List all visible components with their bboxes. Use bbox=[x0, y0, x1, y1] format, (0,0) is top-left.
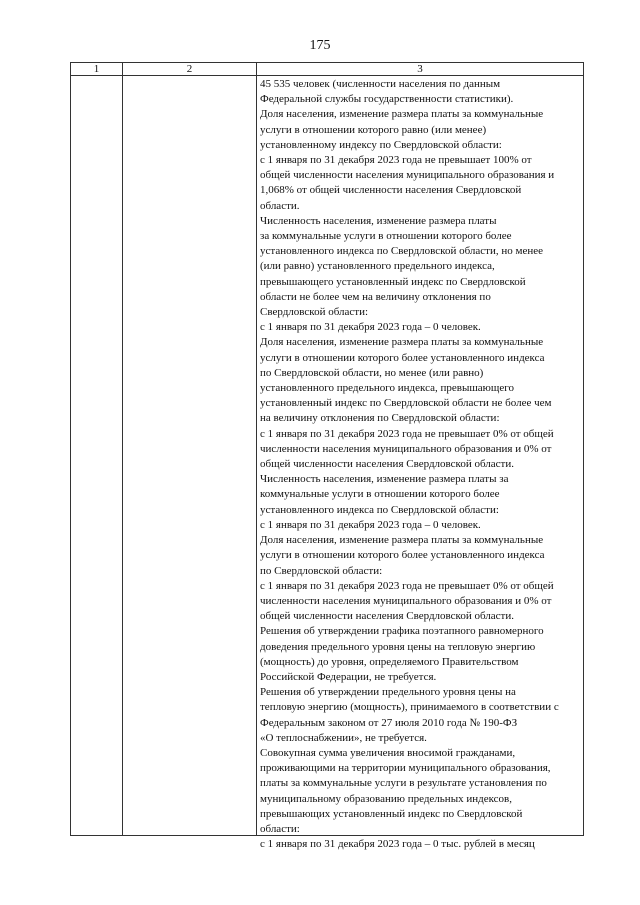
text-line: по Свердловской области: bbox=[260, 564, 383, 577]
text-line: установленный индекс по Свердловской области не более чем bbox=[260, 397, 552, 410]
text-line: (мощность) до уровня, определяемого Правительством bbox=[260, 655, 519, 668]
text-line: Федеральной службы государственности статистики). bbox=[260, 93, 514, 106]
text-line: Свердловской области: bbox=[260, 306, 369, 319]
table-cell-col1 bbox=[71, 76, 123, 836]
text-line: Численность населения, изменение размера платы за bbox=[260, 473, 509, 486]
table-header-row bbox=[71, 63, 584, 76]
text-line: превышающего установленный индекс по Свердловской bbox=[260, 275, 526, 288]
text-line: услуги в отношении которого более установленного индекса bbox=[260, 549, 545, 562]
text-line: на величину отклонения по Свердловской области: bbox=[260, 412, 500, 425]
text-line: с 1 января по 31 декабря 2023 года не превышает 100% от bbox=[260, 154, 532, 167]
text-line: 1,068% от общей численности населения Свердловской bbox=[260, 184, 522, 197]
text-line: Российской Федерации, не требуется. bbox=[260, 670, 437, 683]
text-line: Доля населения, изменение размера платы за коммунальные bbox=[260, 336, 544, 349]
text-line: с 1 января по 31 декабря 2023 года – 0 человек. bbox=[260, 518, 481, 531]
text-line: муниципальному образованию предельных индексов, bbox=[260, 792, 512, 805]
text-line: «О теплоснабжении», не требуется. bbox=[260, 731, 427, 744]
text-line: области: bbox=[260, 822, 300, 835]
text-line: общей численности населения Свердловской области. bbox=[260, 458, 514, 471]
text-line: численности населения муниципального образования и 0% от bbox=[260, 594, 552, 607]
text-line: общей численности населения муниципального образования и bbox=[260, 169, 555, 182]
text-line: численности населения муниципального образования и 0% от bbox=[260, 442, 552, 455]
text-line: Федеральным законом от 27 июля 2010 года № 190-ФЗ bbox=[260, 716, 518, 729]
text-line: области не более чем на величину отклонения по bbox=[260, 290, 491, 303]
table-cell-col2 bbox=[123, 76, 257, 836]
page-number: 175 bbox=[309, 38, 331, 53]
text-line: платы за коммунальные услуги в результате установления по bbox=[260, 777, 547, 790]
text-line: с 1 января по 31 декабря 2023 года – 0 тыс. рублей в месяц bbox=[260, 838, 535, 851]
text-line: установленного индекса по Свердловской области, но менее bbox=[260, 245, 544, 258]
text-line: проживающими на территории муниципального образования, bbox=[260, 762, 551, 775]
text-line: Решения об утверждении графика поэтапного равномерного bbox=[260, 625, 544, 638]
text-line: области. bbox=[260, 199, 300, 212]
text-line: установленного индекса по Свердловской области: bbox=[260, 503, 499, 516]
text-line: услуги в отношении которого равно (или менее) bbox=[260, 123, 487, 136]
text-line: доведения предельного уровня цены на тепловую энергию bbox=[260, 640, 536, 653]
text-line: тепловую энергию (мощность), принимаемого в соответствии с bbox=[260, 701, 559, 714]
text-line: Численность населения, изменение размера платы bbox=[260, 214, 497, 227]
text-line: за коммунальные услуги в отношении которого более bbox=[260, 230, 512, 243]
text-line: с 1 января по 31 декабря 2023 года не превышает 0% от общей bbox=[260, 579, 554, 592]
text-line: превышающих установленный индекс по Свердловской bbox=[260, 807, 523, 820]
text-line: Доля населения, изменение размера платы за коммунальные bbox=[260, 534, 544, 547]
text-line: по Свердловской области, но менее (или равно) bbox=[260, 366, 484, 379]
column-header-3: 3 bbox=[257, 63, 584, 76]
column-header-1: 1 bbox=[71, 63, 123, 76]
text-line: (или равно) установленного предельного индекса, bbox=[260, 260, 495, 273]
text-line: коммунальные услуги в отношении которого более bbox=[260, 488, 500, 501]
table-row bbox=[71, 76, 584, 836]
column-header-2: 2 bbox=[123, 63, 257, 76]
text-line: Доля населения, изменение размера платы за коммунальные bbox=[260, 108, 544, 121]
text-line: Совокупная сумма увеличения вносимой гражданами, bbox=[260, 746, 516, 759]
text-line: установленному индексу по Свердловской области: bbox=[260, 138, 502, 151]
text-line: услуги в отношении которого более установленного индекса bbox=[260, 351, 545, 364]
text-line: 45 535 человек (численности населения по данным bbox=[260, 78, 501, 90]
text-line: установленного предельного индекса, превышающего bbox=[260, 382, 514, 395]
text-line: общей численности населения Свердловской области. bbox=[260, 610, 514, 623]
col3-text-block bbox=[257, 76, 583, 851]
document-table bbox=[70, 62, 584, 851]
table-cell-col3 bbox=[257, 76, 584, 851]
text-line: с 1 января по 31 декабря 2023 года – 0 человек. bbox=[260, 321, 481, 334]
text-line: Решения об утверждении предельного уровня цены на bbox=[260, 686, 516, 699]
text-line: с 1 января по 31 декабря 2023 года не превышает 0% от общей bbox=[260, 427, 554, 440]
